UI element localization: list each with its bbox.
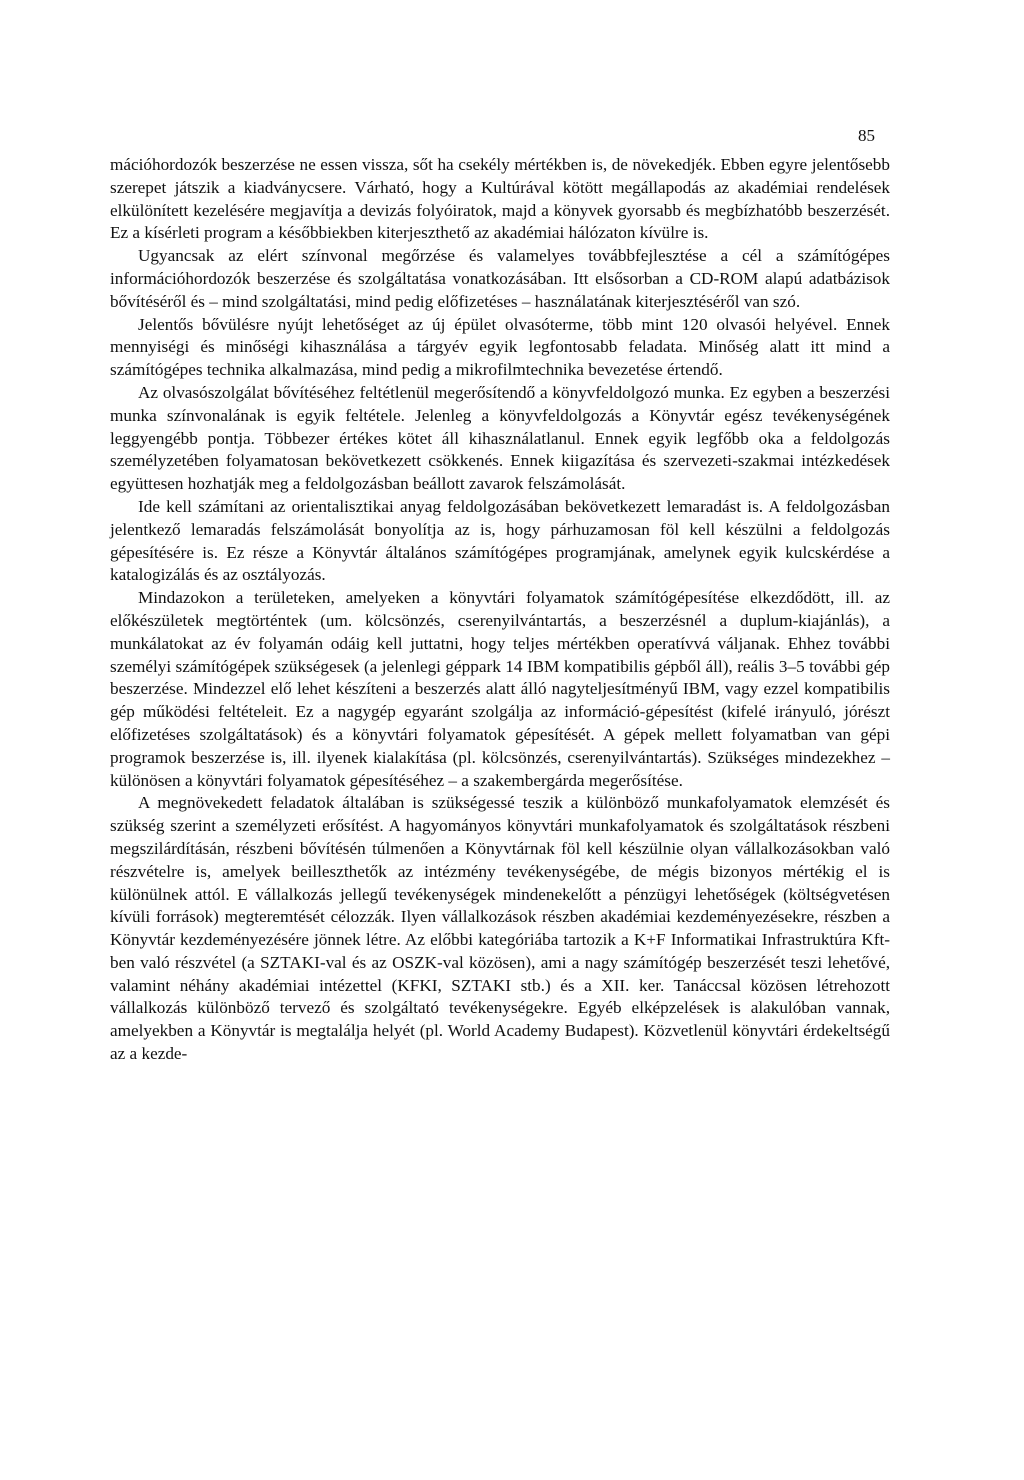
paragraph-7: A megnövekedett feladatok általában is szükségessé teszik a különböző munkafolyamatok elemzését és szükség szerint a személyzeti erősítést. A hagyományos könyvtári munkafolyamatok és szolgáltatások részbeni megszilárdításán, részbeni bővítésén túlmenően a Könyvtárnak föl kell készülnie olyan vállalkozásokban való részvételre is, amelyek beilleszthetők az intézmény tevékenységébe, de mégis bizonyos mértékig el is különülnek attól. E vállalkozás jellegű tevékenységek mindenekelőtt a pénzügyi lehetőségek (költségvetésen kívüli források) megteremtését célozzák. Ilyen vállalkozások részben akadémiai kezdeményezésekre, részben a Könyvtár kezdeményezésére jönnek létre. Az előbbi kategóriába tartozik a K+F Informatikai Infrastruktúra Kft-ben való részvétel (a SZTAKI-val és az OSZK-val közösen), ami a nagy számítógép beszerzését teszi lehetővé, valamint néhány akadémiai intézettel (KFKI, SZTAKI stb.) és a XII. ker. Tanáccsal közösen létrehozott vállalkozás különböző tervező és szolgáltató tevékenységekre. Egyéb elképzelések is alakulóban vannak, amelyekben a Könyvtár is megtalálja helyét (pl. World Academy Budapest). Közvetlenül könyvtári érdekeltségű az a kezde- (110, 793, 890, 1064)
paragraph-1: mációhordozók beszerzése ne essen vissza, sőt ha csekély mértékben is, de növekedjék. Ebben egyre jelentősebb szerepet játszik a kiadványcsere. Várható, hogy a Kultúrával kötött megállapodás az akadémiai rendelések elkülönített kezelésére megjavítja a devizás folyóiratok, majd a könyvek gyorsabb és megbízhatóbb beszerzését. Ez a kísérleti program a későbbiekben kiterjeszthető az akadémiai hálózaton kívülre is. (110, 155, 890, 243)
paragraph-4: Az olvasószolgálat bővítéséhez feltétlenül megerősítendő a könyvfeldolgozó munka. Ez egyben a beszerzési munka színvonalának is egyik feltétele. Jelenleg a könyvfeldolgozás a Könyvtár egész tevékenységének leggyengébb pontja. Többezer értékes kötet áll kihasználatlanul. Ennek egyik legfőbb oka a feldolgozás személyzetében folyamatosan bekövetkezett csökkenés. Ennek kiigazítása és szervezeti-szakmai intézkedések együttesen hozhatják meg a feldolgozásban beállott zavarok felszámolását. (110, 382, 890, 494)
paragraph-3: Jelentős bővülésre nyújt lehetőséget az új épület olvasóterme, több mint 120 olvasói helyével. Ennek mennyiségi és minőségi kihasználása a tárgyév egyik legfontosabb feladata. Minőség alatt itt mind a számítógépes technika alkalmazása, mind pedig a mikrofilmtechnika bevezetése értendő. (110, 314, 890, 380)
paragraph-5: Ide kell számítani az orientalisztikai anyag feldolgozásában bekövetkezett lemaradást is. A feldolgozásban jelentkező lemaradás felszámolását bonyolítja az is, hogy párhuzamosan föl kell készülni a feldolgozás gépesítésére is. Ez része a Könyvtár általános számítógépes programjának, amelynek egyik kulcskérdése a katalogizálás és az osztályozás. (110, 496, 890, 585)
body-text (110, 154, 890, 1066)
paragraph-2: Ugyancsak az elért színvonal megőrzése és valamelyes továbbfejlesztése a cél a számítógépes információhordozók beszerzése és szolgáltatása vonatkozásában. Itt elsősorban a CD-ROM alapú adatbázisok bővítéséről és – mind szolgáltatási, mind pedig előfizetéses – használatának kiterjesztéséről van szó. (110, 246, 890, 311)
page-number: 85 (858, 126, 875, 145)
paragraph-6: Mindazokon a területeken, amelyeken a könyvtári folyamatok számítógépesítése elkezdődött, ill. az előkészületek megtörténtek (um. kölcsönzés, cserenyilvántartás, a beszerzésnél a duplum-kiajánlás), a munkálatokat az év folyamán odáig kell juttatni, hogy teljes mértékben operatívvá váljanak. Ehhez további személyi számítógépek szükségesek (a jelenlegi géppark 14 IBM kompatibilis gépből áll), reális 3–5 további gép beszerzése. Mindezzel elő lehet készíteni a beszerzés alatt álló nagyteljesítményű IBM, vagy ezzel kompatibilis gép működési feltételeit. Ez a nagygép egyaránt szolgálja az információ-gépesítést (kifelé irányuló, jórészt előfizetéses szolgáltatások) és a könyvtári folyamatok gépesítését. A gépek mellett folyamatban van gépi programok beszerzése is, ill. ilyenek kialakítása (pl. kölcsönzés, cserenyilvántartás). Szükséges mindezekhez – különösen a könyvtári folyamatok gépesítéséhez – a szakembergárda megerősítése. (110, 588, 890, 790)
